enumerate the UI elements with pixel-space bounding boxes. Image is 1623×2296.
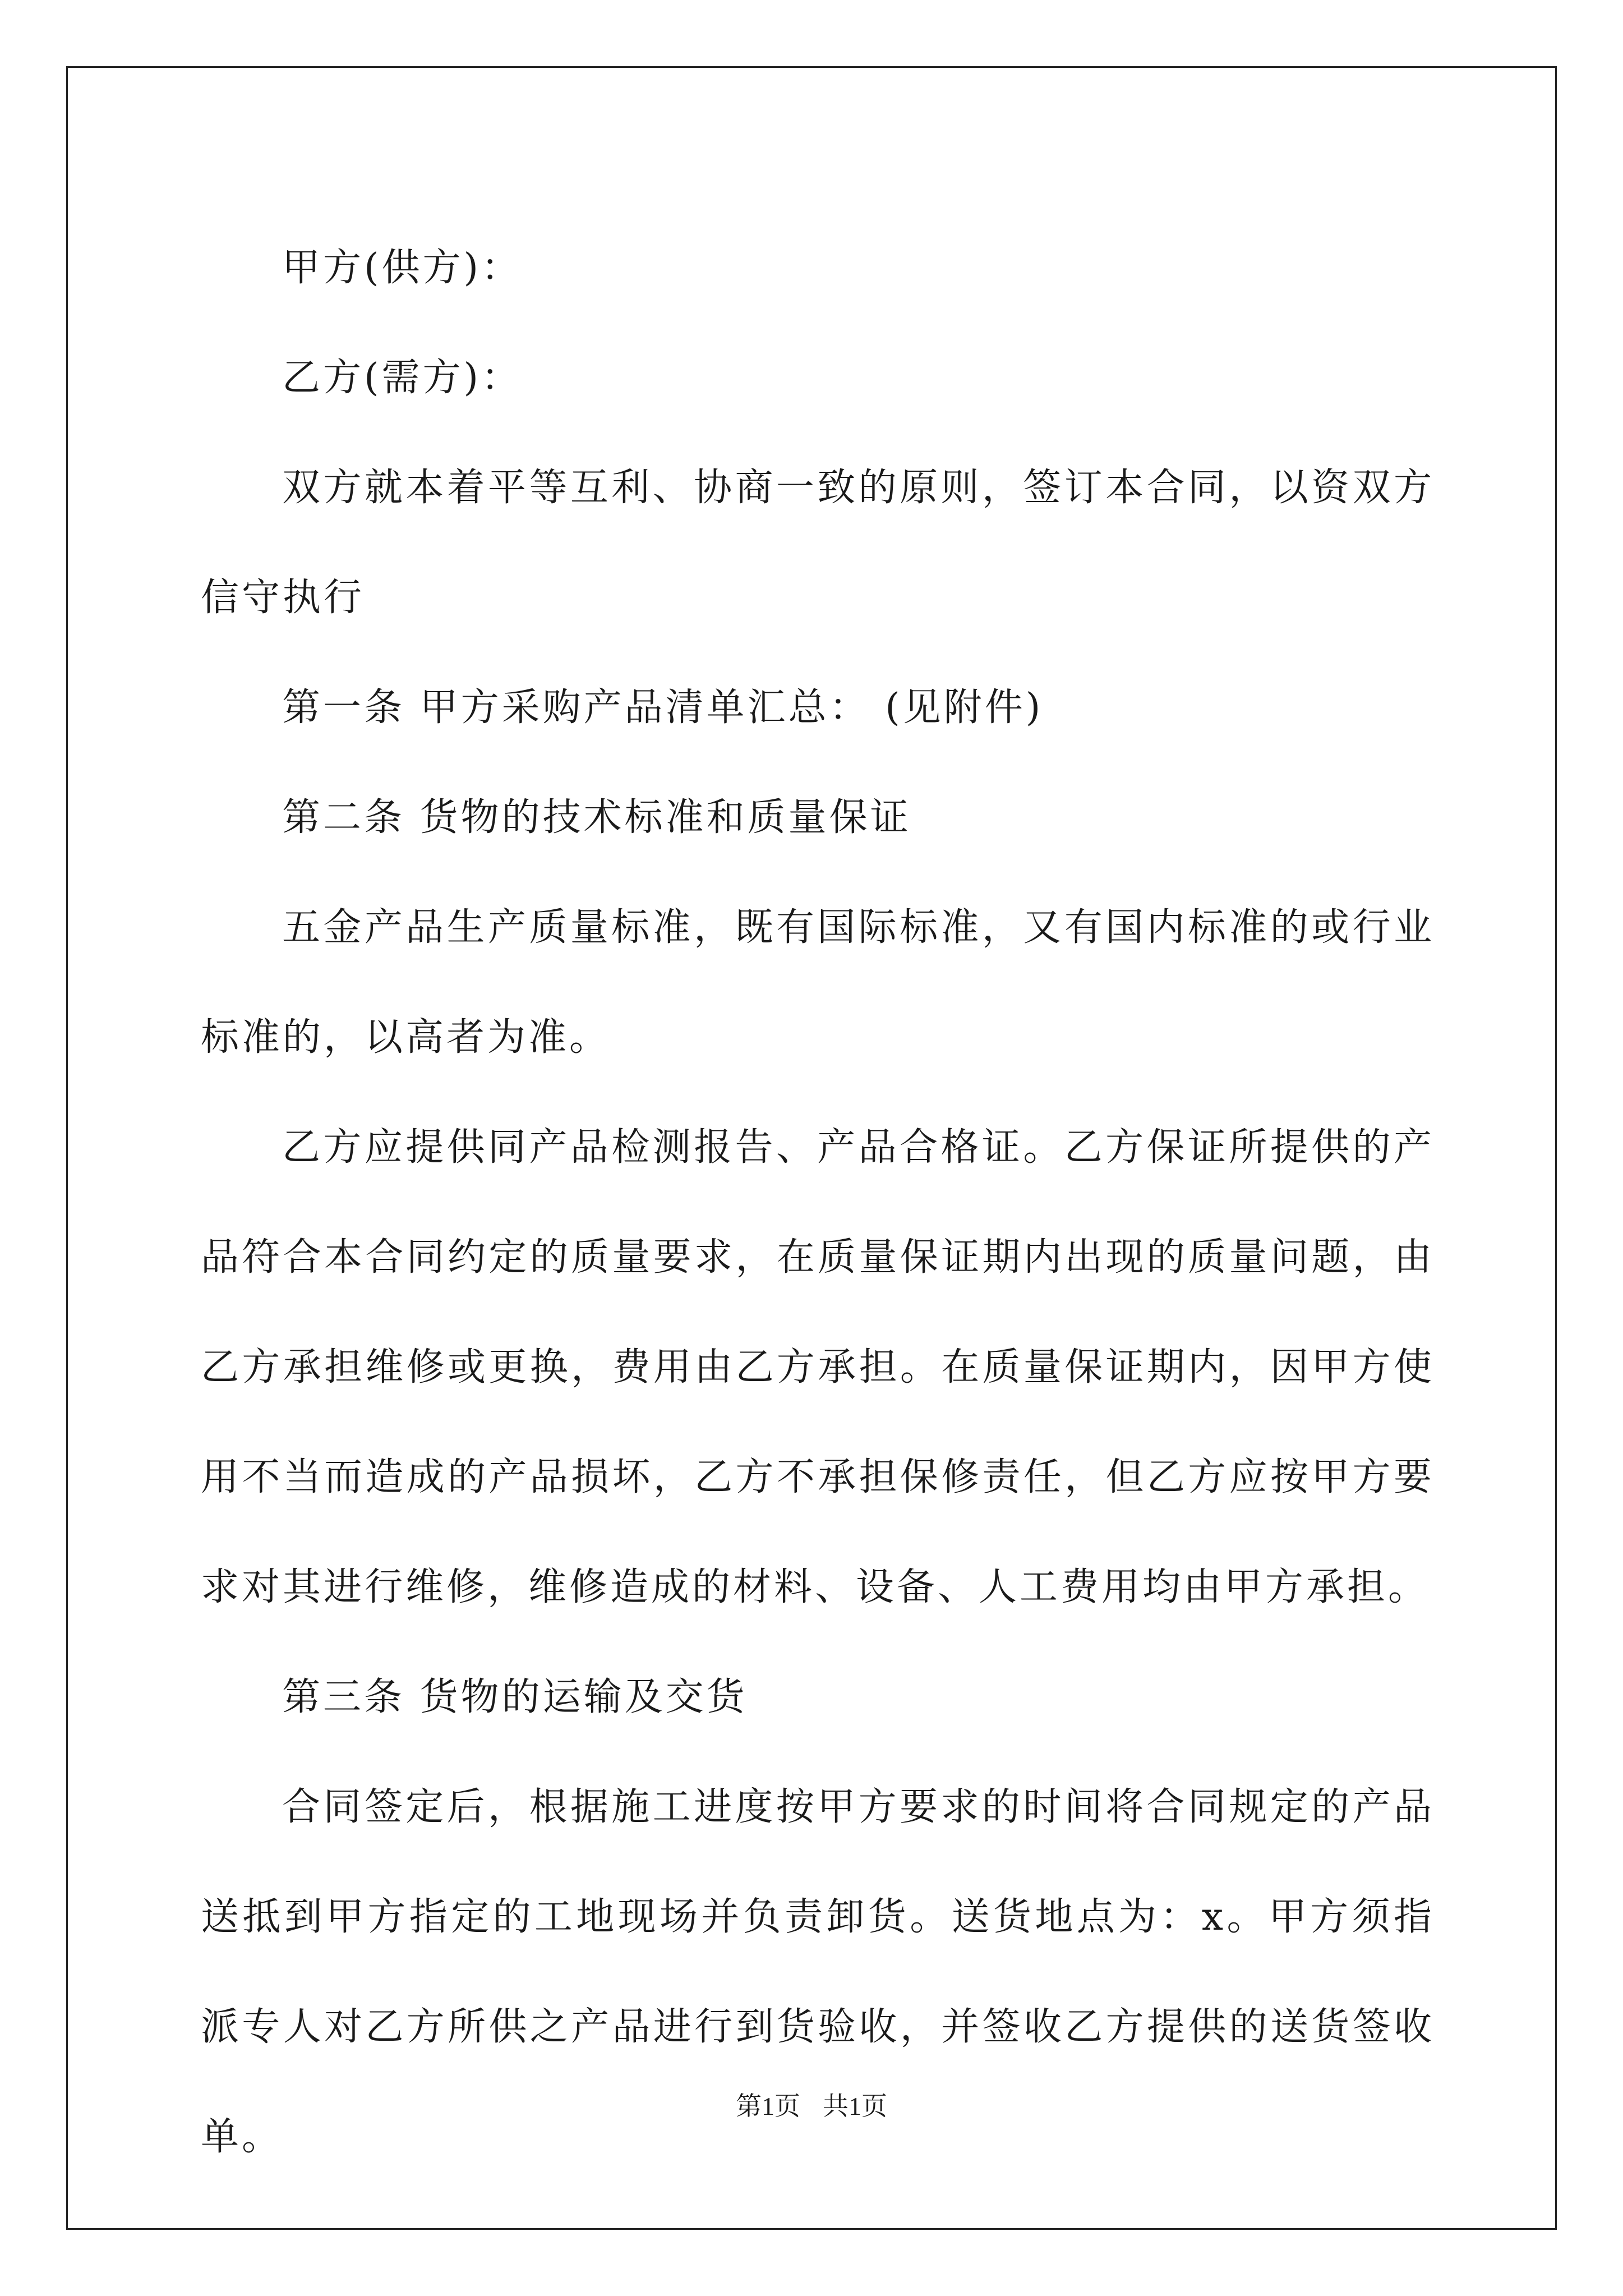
- quality-standard-paragraph: 五金产品生产质量标准，既有国际标准，又有国内标准的或行业标准的，以高者为准。: [201, 905, 1435, 1060]
- page-total: 共1页: [823, 2092, 887, 2120]
- party-a-line: 甲方(供方)：: [282, 246, 523, 290]
- delivery-paragraph: 合同签定后，根据施工进度按甲方要求的时间将合同规定的产品送抵到甲方指定的工地现场并负责卸货。送货地点为：x。甲方须指派专人对乙方所供之产品进行到货验收，并签收乙方提供的送货签收单。: [201, 1785, 1435, 2159]
- article-1-heading: 第一条 甲方采购产品清单汇总： (见附件): [282, 685, 1044, 730]
- party-b-line: 乙方(需方)：: [282, 356, 523, 400]
- page-number: 第1页: [736, 2092, 800, 2120]
- warranty-paragraph: 乙方应提供同产品检测报告、产品合格证。乙方保证所提供的产品符合本合同约定的质量要求，在质量保证期内出现的质量问题，由乙方承担维修或更换，费用由乙方承担。在质量保证期内，因甲方使用不当而造成的产品损坏，乙方不承担保修责任，但乙方应按甲方要求对其进行维修，维修造成的材料、设备、人工费用均由甲方承担。: [201, 1125, 1435, 1609]
- article-2-heading: 第二条 货物的技术标准和质量保证: [282, 795, 911, 840]
- page-footer: [0, 2086, 1623, 2123]
- preamble-paragraph: 双方就本着平等互利、协商一致的原则，签订本合同，以资双方信守执行: [201, 466, 1435, 620]
- document-body: [201, 213, 1435, 2192]
- article-3-heading: 第三条 货物的运输及交货: [282, 1675, 748, 1719]
